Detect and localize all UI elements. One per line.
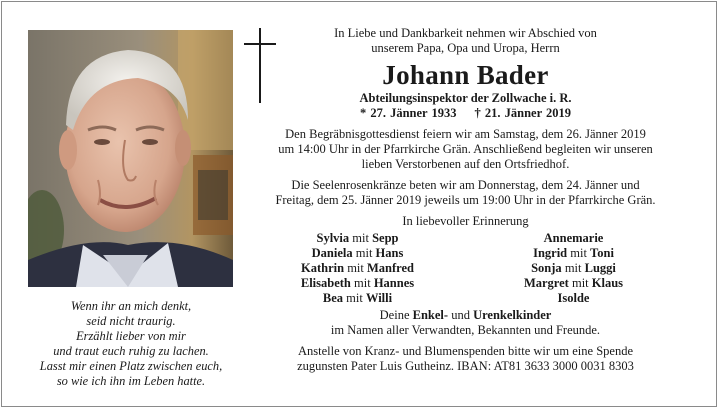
rosary-line: Die Seelenrosenkränze beten wir am Donnerstag, dem 24. Jänner und [291, 178, 640, 192]
mourner-entry: Elisabeth mit Hannes [300, 276, 415, 290]
life-dates [253, 106, 678, 121]
mourner-entry: Sylvia mit Sepp [316, 231, 399, 245]
poem-line: seid nicht traurig. [86, 314, 176, 328]
poem-line: Wenn ihr an mich denkt, [70, 299, 192, 313]
memory-heading: In liebevoller Erinnerung [402, 214, 529, 228]
mourners-left-column [263, 231, 453, 306]
mourner-entry: Isolde [557, 291, 590, 305]
portrait-photo [28, 30, 233, 287]
donation-line: zugunsten Pater Luis Gutheinz. IBAN: AT81 3633 3000 0031 8303 [297, 359, 634, 373]
intro [253, 26, 678, 56]
rosary-line: Freitag, dem 25. Jänner 2019 jeweils um 19:00 Uhr in der Pfarrkirche Grän. [275, 193, 656, 207]
mourner-entry: Ingrid mit Toni [533, 246, 614, 260]
memorial-poem [24, 299, 238, 389]
intro-line: unserem Papa, Opa und Uropa, Herrn [371, 41, 560, 55]
grandchildren-line: Deine Enkel- und Urenkelkinder [379, 308, 552, 322]
donation-notice [253, 344, 678, 374]
deceased-name: Johann Bader [382, 60, 549, 90]
mourner-entry: Kathrin mit Manfred [301, 261, 414, 275]
funeral-line: lieben Verstorbenen auf den Ortsfriedhof. [361, 157, 570, 171]
death-date: † 21. Jänner 2019 [474, 106, 572, 120]
mourners-list [253, 231, 678, 306]
rosary-notice [253, 178, 678, 208]
poem-line: so wie ich ihn im Leben hatte. [56, 374, 206, 388]
obituary-text [253, 26, 678, 374]
donation-line: Anstelle von Kranz- und Blumenspenden bitte wir um eine Spende [298, 344, 633, 358]
intro-line: In Liebe und Dankbarkeit nehmen wir Abschied von [334, 26, 597, 40]
funeral-line: Den Begräbnisgottesdienst feiern wir am Samstag, dem 26. Jänner 2019 [285, 127, 646, 141]
mourner-entry: Sonja mit Luggi [531, 261, 616, 275]
poem-line: und traut euch ruhig zu lachen. [53, 344, 209, 358]
funeral-notice [253, 127, 678, 172]
deceased-title: Abteilungsinspektor der Zollwache i. R. [359, 91, 572, 105]
obituary-card [1, 1, 717, 407]
birth-date: * 27. Jänner 1933 [359, 106, 457, 120]
mourners-right-column [479, 231, 669, 306]
mourner-entry: Bea mit Willi [322, 291, 393, 305]
poem-line: Lasst mir einen Platz zwischen euch, [39, 359, 223, 373]
funeral-line: um 14:00 Uhr in der Pfarrkirche Grän. Anschließend begleiten wir unseren [278, 142, 653, 156]
mourner-entry: Daniela mit Hans [311, 246, 404, 260]
poem-line: Erzählt lieber von mir [76, 329, 186, 343]
mourner-entry: Margret mit Klaus [523, 276, 624, 290]
relatives-line: im Namen aller Verwandten, Bekannten und Freunde. [330, 323, 601, 337]
mourner-entry: Annemarie [543, 231, 604, 245]
